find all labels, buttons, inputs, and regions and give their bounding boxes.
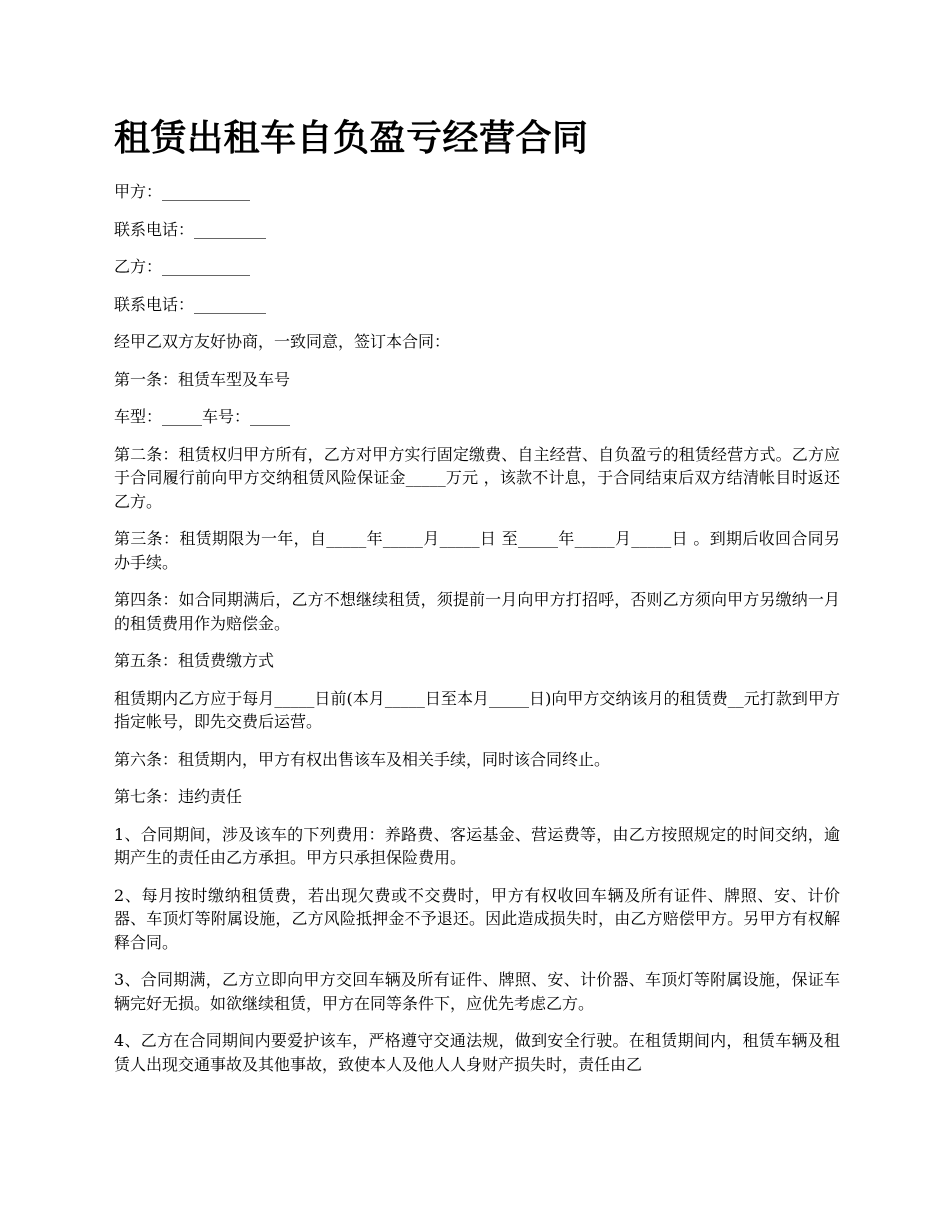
document-page xyxy=(114,0,840,1230)
article-4: 第四条：如合同期满后，乙方不想继续租赁，须提前一月向甲方打招呼，否则乙方须向甲方另缴纳一月的租赁费用作为赔偿金。 xyxy=(114,590,840,633)
party-a-line: 甲方：___________ xyxy=(114,182,251,201)
clause-1: 1、合同期间，涉及该车的下列费用：养路费、客运基金、营运费等，由乙方按照规定的时间交纳，逾期产生的责任由乙方承担。甲方只承担保险费用。 xyxy=(114,824,840,867)
document-title: 租赁出租车自负盈亏经营合同 xyxy=(114,117,589,159)
article-7-heading: 第七条：违约责任 xyxy=(114,787,243,806)
payment-terms: 租赁期内乙方应于每月_____日前(本月_____日至本月_____日)向甲方交纳该月的租赁费__元打款到甲方指定帐号，即先交费后运营。 xyxy=(114,688,840,731)
article-6: 第六条：租赁期内，甲方有权出售该车及相关手续，同时该合同终止。 xyxy=(114,749,611,769)
document-body xyxy=(114,180,840,1090)
article-5-heading: 第五条：租赁费缴方式 xyxy=(114,651,275,670)
clause-3: 3、合同期满，乙方立即向甲方交回车辆及所有证件、牌照、安、计价器、车顶灯等附属设施，保证车辆完好无损。如欲继续租赁，甲方在同等条件下，应优先考虑乙方。 xyxy=(114,970,840,1013)
clause-2: 2、每月按时缴纳租赁费，若出现欠费或不交费时，甲方有权收回车辆及所有证件、牌照、安、计价器、车顶灯等附属设施，乙方风险抵押金不予退还。因此造成损失时，由乙方赔偿甲方。另甲方有权解释合同。 xyxy=(114,885,840,952)
party-b-line: 乙方：___________ xyxy=(114,257,251,276)
preamble: 经甲乙双方友好协商，一致同意，签订本合同： xyxy=(114,332,451,351)
clause-4: 4、乙方在合同期间内要爱护该车，严格遵守交通法规，做到安全行驶。在租赁期间内，租赁车辆及租赁人出现交通事故及其他事故，致使本人及他人人身财产损失时，责任由乙 xyxy=(114,1031,840,1074)
party-b-phone-line: 联系电话：_________ xyxy=(114,294,267,314)
vehicle-info-line: 车型：_____车号：_____ xyxy=(114,407,291,426)
article-1-heading: 第一条：租赁车型及车号 xyxy=(114,369,291,389)
party-a-phone-line: 联系电话：_________ xyxy=(114,219,267,239)
article-3: 第三条：租赁期限为一年，自_____年_____月_____日 至_____年_____月_____日 。到期后收回合同另办手续。 xyxy=(114,529,840,572)
article-2: 第二条：租赁权归甲方所有，乙方对甲方实行固定缴费、自主经营、自负盈亏的租赁经营方式。乙方应于合同履行前向甲方交纳租赁风险保证金_____万元 ，该款不计息，于合同结束后双方结清帐目时返还乙方。 xyxy=(114,444,840,511)
